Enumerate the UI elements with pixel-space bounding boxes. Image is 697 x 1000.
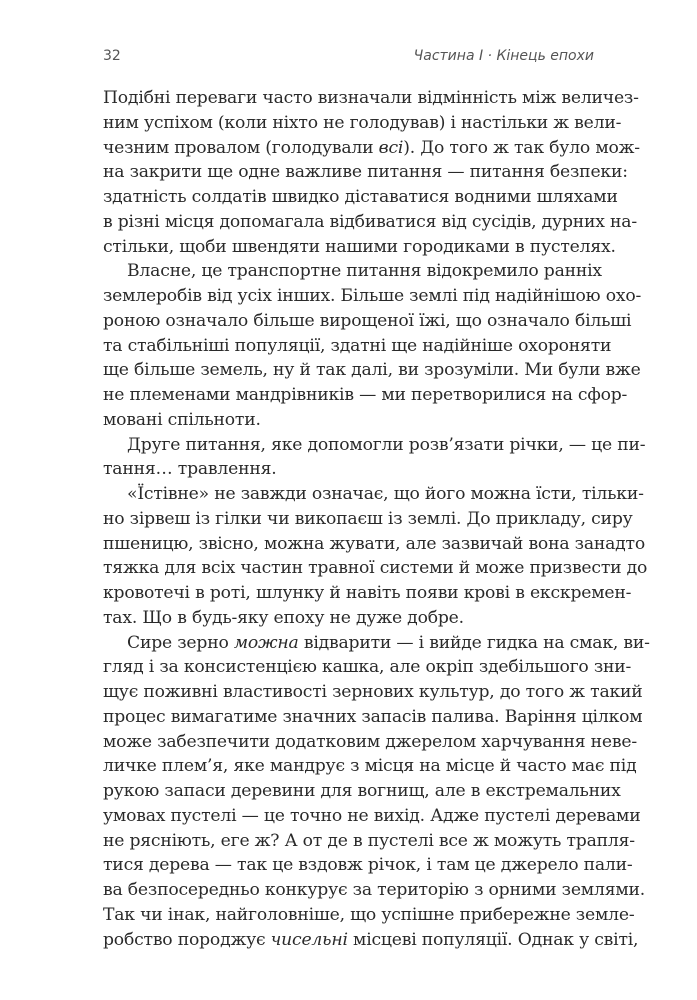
text-line <box>103 655 632 680</box>
text-segment: робство породжує <box>103 929 271 950</box>
text-line <box>103 358 641 383</box>
running-title: Частина I · Кінець епохи <box>413 48 594 64</box>
text-line <box>103 928 639 953</box>
paragraph <box>103 631 650 953</box>
text-segment: процес вимагатиме значних запасів палива. Варіння цілком <box>103 706 643 727</box>
text-line <box>103 160 628 185</box>
text-segment: на закрити ще одне важливе питання — питання безпеки: <box>103 162 628 183</box>
text-line <box>103 309 632 334</box>
page-body <box>103 86 650 952</box>
text-segment: умовах пустелі — це точно не вихід. Адже пустелі деревами <box>103 805 641 826</box>
italic-text: всі <box>378 137 404 158</box>
text-line <box>103 680 643 705</box>
text-segment: щує поживні властивості зернових культур, до того ж такий <box>103 682 643 702</box>
text-segment: чезним провалом (голодували <box>103 137 379 158</box>
italic-text: чисельні <box>270 929 348 950</box>
text-line <box>103 111 622 136</box>
text-segment: місцеві популяції. Однак у світі, <box>347 929 639 950</box>
text-segment: стільки, щоби швендяти нашими городиками в пустелях. <box>103 236 616 257</box>
text-segment: личке плем’я, яке мандрує з місця на місце й часто має під <box>103 756 637 777</box>
text-line <box>103 853 633 878</box>
italic-text: можна <box>233 632 299 653</box>
text-line <box>103 383 628 408</box>
page-number: 32 <box>103 48 121 64</box>
text-line <box>103 136 640 161</box>
text-segment: тання… травлення. <box>103 459 277 480</box>
text-line <box>103 532 646 557</box>
text-line <box>103 581 632 606</box>
text-segment: Подібні переваги часто визначали відмінність між величез- <box>103 88 639 108</box>
text-line <box>103 903 635 928</box>
text-segment: Так чи інак, найголовніше, що успішне прибережне земле- <box>103 904 635 925</box>
text-line <box>103 507 633 532</box>
text-segment: та стабільніші популяції, здатні ще надійніше охороняти <box>103 335 612 356</box>
text-segment: гляд і за консистенцією кашка, але окріп здебільшого зни- <box>103 657 632 678</box>
text-line <box>103 235 616 260</box>
text-segment: здатність солдатів швидко діставатися водними шляхами <box>103 187 618 207</box>
text-segment: землеробів від усіх інших. Більше землі під надійнішою охо- <box>103 286 642 306</box>
page-header <box>103 48 594 70</box>
text-line <box>103 334 612 359</box>
text-line <box>103 829 635 854</box>
text-segment: в різні місця допомагала відбиватися від сусідів, дурних на- <box>103 211 637 232</box>
text-segment: ). До того ж так було мож- <box>403 137 640 158</box>
text-segment: мовані спільноти. <box>103 409 261 430</box>
text-segment: пшеницю, звісно, можна жувати, але зазвичай вона занадто <box>103 533 646 554</box>
paragraph <box>103 259 642 432</box>
text-line <box>103 284 642 309</box>
text-line <box>103 754 637 779</box>
text-line <box>103 185 618 210</box>
text-line <box>103 631 650 656</box>
text-line <box>103 804 641 829</box>
text-segment: не племенами мандрівників — ми перетворилися на сфор- <box>103 385 628 405</box>
text-line <box>103 705 643 730</box>
text-segment: рукою запаси деревини для вогнищ, але в екстремальних <box>103 781 621 801</box>
text-segment: Друге питання, яке допомогли розв’язати річки, — це пи- <box>127 434 646 455</box>
text-segment: тяжка для всіх частин травної системи й може призвести до <box>103 558 648 579</box>
text-line <box>103 556 648 581</box>
text-segment: тах. Що в будь-яку епоху не дуже добре. <box>103 607 464 628</box>
text-segment: ще більше земель, ну й так далі, ви зрозуміли. Ми були вже <box>103 360 641 381</box>
paragraph <box>103 86 640 259</box>
paragraph <box>103 482 648 631</box>
text-line <box>103 210 637 235</box>
text-segment: не рясніють, еге ж? А от де в пустелі все ж можуть трапля- <box>103 830 635 851</box>
text-segment: кровотечі в роті, шлунку й навіть появи крові в екскремен- <box>103 583 632 603</box>
text-segment: роною означало більше вирощеної їжі, що означало більші <box>103 310 632 331</box>
text-segment: відварити — і вийде гидка на смак, ви- <box>298 632 650 653</box>
text-line <box>103 408 594 433</box>
text-line <box>103 482 644 507</box>
text-segment: тися дерева — так це вздовж річок, і там це джерело пали- <box>103 855 633 876</box>
text-segment: «Їстівне» не завжди означає, що його можна їсти, тільки- <box>127 484 644 504</box>
text-line <box>103 730 637 755</box>
text-line <box>103 606 594 631</box>
text-segment: ним успіхом (коли ніхто не голодував) і настільки ж вели- <box>103 112 622 133</box>
text-line <box>103 457 594 482</box>
text-line <box>103 86 639 111</box>
text-line <box>103 878 646 903</box>
text-segment: ва безпосередньо конкурує за територію з орними землями. <box>103 880 646 900</box>
text-segment: Власне, це транспортне питання відокремило ранніх <box>127 261 602 282</box>
text-segment: може забезпечити додатковим джерелом харчування неве- <box>103 731 637 752</box>
text-line <box>103 779 621 804</box>
text-line <box>103 259 602 284</box>
text-line <box>103 433 646 458</box>
text-segment: Сире зерно <box>127 632 234 653</box>
paragraph <box>103 433 646 483</box>
text-segment: но зірвеш із гілки чи викопаєш із землі. До прикладу, сиру <box>103 508 633 529</box>
